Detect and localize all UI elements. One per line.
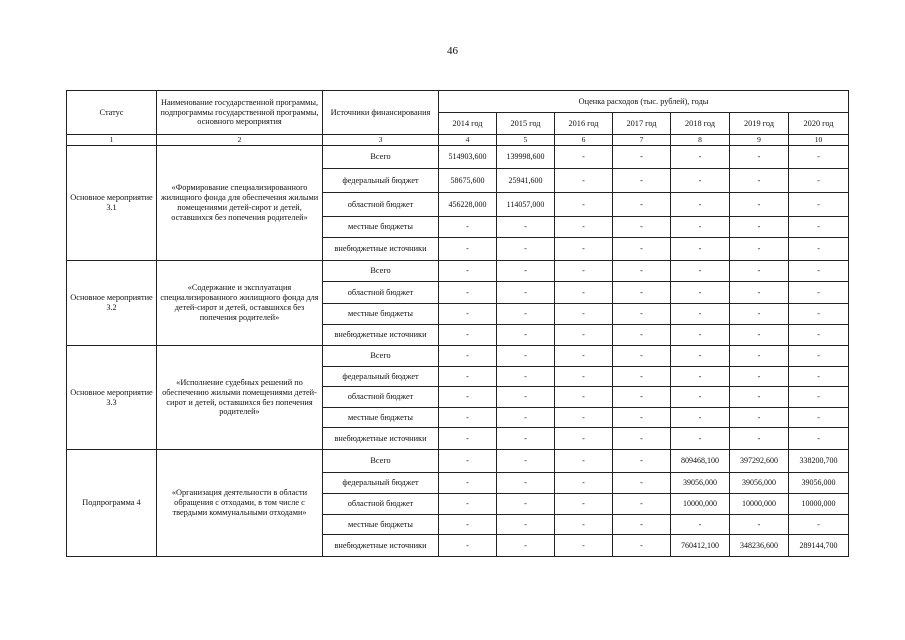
value-cell: - xyxy=(497,494,555,515)
value-cell: - xyxy=(730,387,789,408)
value-cell: - xyxy=(439,282,497,304)
header-name: Наименование государственной программы, подпрограммы государственной программы, основного мероприятия xyxy=(157,91,323,135)
value-cell: - xyxy=(613,428,671,450)
value-cell: - xyxy=(439,217,497,238)
value-cell: 39056,000 xyxy=(730,473,789,494)
value-cell: - xyxy=(789,325,849,346)
funding-source-cell: Всего xyxy=(323,450,439,473)
col-number: 1 xyxy=(67,135,157,146)
col-number: 7 xyxy=(613,135,671,146)
value-cell: - xyxy=(613,450,671,473)
value-cell: - xyxy=(497,325,555,346)
value-cell: 58675,600 xyxy=(439,169,497,193)
value-cell: - xyxy=(789,387,849,408)
value-cell: - xyxy=(789,346,849,367)
value-cell: - xyxy=(439,494,497,515)
value-cell: 456228,000 xyxy=(439,193,497,217)
value-cell: - xyxy=(789,217,849,238)
page-number: 46 xyxy=(447,45,458,57)
col-number: 10 xyxy=(789,135,849,146)
funding-source-cell: местные бюджеты xyxy=(323,408,439,428)
value-cell: - xyxy=(789,304,849,325)
program-name-cell: «Организация деятельности в области обращения с отходами, в том числе с твердыми коммунальными отходами» xyxy=(157,450,323,557)
value-cell: - xyxy=(613,535,671,557)
value-cell: - xyxy=(497,238,555,261)
value-cell: - xyxy=(497,261,555,282)
value-cell: - xyxy=(497,346,555,367)
value-cell: - xyxy=(789,193,849,217)
funding-source-cell: местные бюджеты xyxy=(323,304,439,325)
value-cell: - xyxy=(730,367,789,387)
value-cell: - xyxy=(439,515,497,535)
table-row xyxy=(67,450,849,473)
value-cell: - xyxy=(613,346,671,367)
value-cell: - xyxy=(497,217,555,238)
value-cell: - xyxy=(789,169,849,193)
funding-source-cell: внебюджетные источники xyxy=(323,238,439,261)
value-cell: - xyxy=(613,217,671,238)
funding-source-cell: внебюджетные источники xyxy=(323,535,439,557)
status-cell: Основное мероприятие 3.1 xyxy=(67,146,157,261)
value-cell: - xyxy=(671,193,730,217)
value-cell: - xyxy=(439,408,497,428)
table-row xyxy=(67,346,849,367)
value-cell: - xyxy=(555,494,613,515)
value-cell: - xyxy=(613,387,671,408)
value-cell: 114057,000 xyxy=(497,193,555,217)
value-cell: 10000,000 xyxy=(671,494,730,515)
value-cell: 348236,600 xyxy=(730,535,789,557)
budget-table xyxy=(66,90,849,557)
value-cell: - xyxy=(555,473,613,494)
value-cell: - xyxy=(730,346,789,367)
value-cell: - xyxy=(439,346,497,367)
col-number: 5 xyxy=(497,135,555,146)
value-cell: - xyxy=(555,169,613,193)
value-cell: - xyxy=(439,428,497,450)
funding-source-cell: федеральный бюджет xyxy=(323,169,439,193)
header-sources: Источники финансирования xyxy=(323,91,439,135)
value-cell: - xyxy=(555,193,613,217)
col-number: 9 xyxy=(730,135,789,146)
status-cell: Подпрограмма 4 xyxy=(67,450,157,557)
header-status: Статус xyxy=(67,91,157,135)
value-cell: - xyxy=(439,387,497,408)
value-cell: - xyxy=(671,325,730,346)
value-cell: - xyxy=(671,387,730,408)
value-cell: - xyxy=(671,515,730,535)
funding-source-cell: местные бюджеты xyxy=(323,515,439,535)
value-cell: - xyxy=(555,387,613,408)
funding-source-cell: областной бюджет xyxy=(323,282,439,304)
col-number: 6 xyxy=(555,135,613,146)
status-cell: Основное мероприятие 3.3 xyxy=(67,346,157,450)
value-cell: 10000,000 xyxy=(730,494,789,515)
value-cell: - xyxy=(671,428,730,450)
table-row xyxy=(67,261,849,282)
funding-source-cell: областной бюджет xyxy=(323,193,439,217)
value-cell: 289144,700 xyxy=(789,535,849,557)
funding-source-cell: внебюджетные источники xyxy=(323,325,439,346)
value-cell: 39056,000 xyxy=(671,473,730,494)
funding-source-cell: внебюджетные источники xyxy=(323,428,439,450)
funding-source-cell: Всего xyxy=(323,261,439,282)
value-cell: - xyxy=(671,367,730,387)
value-cell: - xyxy=(789,428,849,450)
col-number: 3 xyxy=(323,135,439,146)
header-year: 2020 год xyxy=(789,113,849,135)
value-cell: - xyxy=(555,428,613,450)
value-cell: - xyxy=(497,282,555,304)
col-number: 8 xyxy=(671,135,730,146)
value-cell: - xyxy=(730,428,789,450)
value-cell: - xyxy=(439,261,497,282)
value-cell: - xyxy=(439,473,497,494)
program-name-cell: «Содержание и эксплуатация специализированного жилищного фонда для детей-сирот и детей, оставшихся без попечения родителей» xyxy=(157,261,323,346)
value-cell: - xyxy=(439,304,497,325)
value-cell: - xyxy=(789,282,849,304)
value-cell: - xyxy=(555,146,613,169)
header-costs: Оценка расходов (тыс. рублей), годы xyxy=(439,91,849,113)
value-cell: - xyxy=(671,169,730,193)
value-cell: - xyxy=(497,515,555,535)
value-cell: - xyxy=(555,282,613,304)
value-cell: - xyxy=(613,408,671,428)
value-cell: - xyxy=(613,494,671,515)
value-cell: - xyxy=(671,261,730,282)
value-cell: - xyxy=(555,325,613,346)
header-year: 2016 год xyxy=(555,113,613,135)
value-cell: - xyxy=(730,169,789,193)
value-cell: - xyxy=(730,217,789,238)
value-cell: - xyxy=(613,304,671,325)
value-cell: - xyxy=(555,450,613,473)
value-cell: - xyxy=(555,346,613,367)
value-cell: - xyxy=(439,535,497,557)
value-cell: - xyxy=(671,217,730,238)
value-cell: - xyxy=(671,408,730,428)
value-cell: 514903,600 xyxy=(439,146,497,169)
col-number: 4 xyxy=(439,135,497,146)
value-cell: - xyxy=(613,282,671,304)
value-cell: - xyxy=(497,304,555,325)
value-cell: - xyxy=(555,408,613,428)
value-cell: 139998,600 xyxy=(497,146,555,169)
value-cell: 25941,600 xyxy=(497,169,555,193)
header-year: 2014 год xyxy=(439,113,497,135)
value-cell: - xyxy=(555,367,613,387)
value-cell: - xyxy=(497,428,555,450)
col-number: 2 xyxy=(157,135,323,146)
value-cell: - xyxy=(613,261,671,282)
value-cell: - xyxy=(730,304,789,325)
value-cell: - xyxy=(613,473,671,494)
value-cell: - xyxy=(730,261,789,282)
header-year: 2015 год xyxy=(497,113,555,135)
value-cell: - xyxy=(497,408,555,428)
program-name-cell: «Исполнение судебных решений по обеспечению жилыми помещениями детей-сирот и детей, оставшихся без попечения родителей» xyxy=(157,346,323,450)
header-year: 2017 год xyxy=(613,113,671,135)
value-cell: - xyxy=(789,261,849,282)
value-cell: - xyxy=(613,515,671,535)
value-cell: 760412,100 xyxy=(671,535,730,557)
value-cell: - xyxy=(730,238,789,261)
value-cell: - xyxy=(613,169,671,193)
value-cell: - xyxy=(730,515,789,535)
value-cell: - xyxy=(555,535,613,557)
value-cell: - xyxy=(671,146,730,169)
value-cell: - xyxy=(730,146,789,169)
value-cell: 809468,100 xyxy=(671,450,730,473)
value-cell: - xyxy=(671,238,730,261)
value-cell: - xyxy=(789,515,849,535)
value-cell: - xyxy=(730,325,789,346)
value-cell: 39056,000 xyxy=(789,473,849,494)
program-name-cell: «Формирование специализированного жилищного фонда для обеспечения жилыми помещениями детей-сирот и детей, оставшихся без попечения родителей» xyxy=(157,146,323,261)
value-cell: - xyxy=(613,325,671,346)
value-cell: - xyxy=(613,146,671,169)
table-body xyxy=(67,146,849,557)
funding-source-cell: Всего xyxy=(323,146,439,169)
value-cell: - xyxy=(497,387,555,408)
value-cell: - xyxy=(671,346,730,367)
value-cell: - xyxy=(671,282,730,304)
value-cell: 10000,000 xyxy=(789,494,849,515)
value-cell: - xyxy=(789,146,849,169)
table-header xyxy=(67,91,849,146)
value-cell: - xyxy=(555,238,613,261)
value-cell: - xyxy=(613,367,671,387)
value-cell: 397292,600 xyxy=(730,450,789,473)
value-cell: - xyxy=(439,450,497,473)
value-cell: - xyxy=(497,473,555,494)
value-cell: - xyxy=(730,282,789,304)
value-cell: - xyxy=(439,238,497,261)
value-cell: - xyxy=(555,515,613,535)
value-cell: - xyxy=(789,367,849,387)
value-cell: 338200,700 xyxy=(789,450,849,473)
funding-source-cell: областной бюджет xyxy=(323,387,439,408)
value-cell: - xyxy=(671,304,730,325)
funding-source-cell: федеральный бюджет xyxy=(323,367,439,387)
value-cell: - xyxy=(555,304,613,325)
header-year: 2018 год xyxy=(671,113,730,135)
value-cell: - xyxy=(789,408,849,428)
value-cell: - xyxy=(555,261,613,282)
funding-source-cell: местные бюджеты xyxy=(323,217,439,238)
header-year: 2019 год xyxy=(730,113,789,135)
value-cell: - xyxy=(439,325,497,346)
value-cell: - xyxy=(730,408,789,428)
value-cell: - xyxy=(613,238,671,261)
value-cell: - xyxy=(789,238,849,261)
value-cell: - xyxy=(730,193,789,217)
funding-source-cell: Всего xyxy=(323,346,439,367)
value-cell: - xyxy=(497,535,555,557)
value-cell: - xyxy=(555,217,613,238)
table-row xyxy=(67,146,849,169)
value-cell: - xyxy=(497,367,555,387)
value-cell: - xyxy=(497,450,555,473)
value-cell: - xyxy=(439,367,497,387)
funding-source-cell: федеральный бюджет xyxy=(323,473,439,494)
funding-source-cell: областной бюджет xyxy=(323,494,439,515)
status-cell: Основное мероприятие 3.2 xyxy=(67,261,157,346)
value-cell: - xyxy=(613,193,671,217)
